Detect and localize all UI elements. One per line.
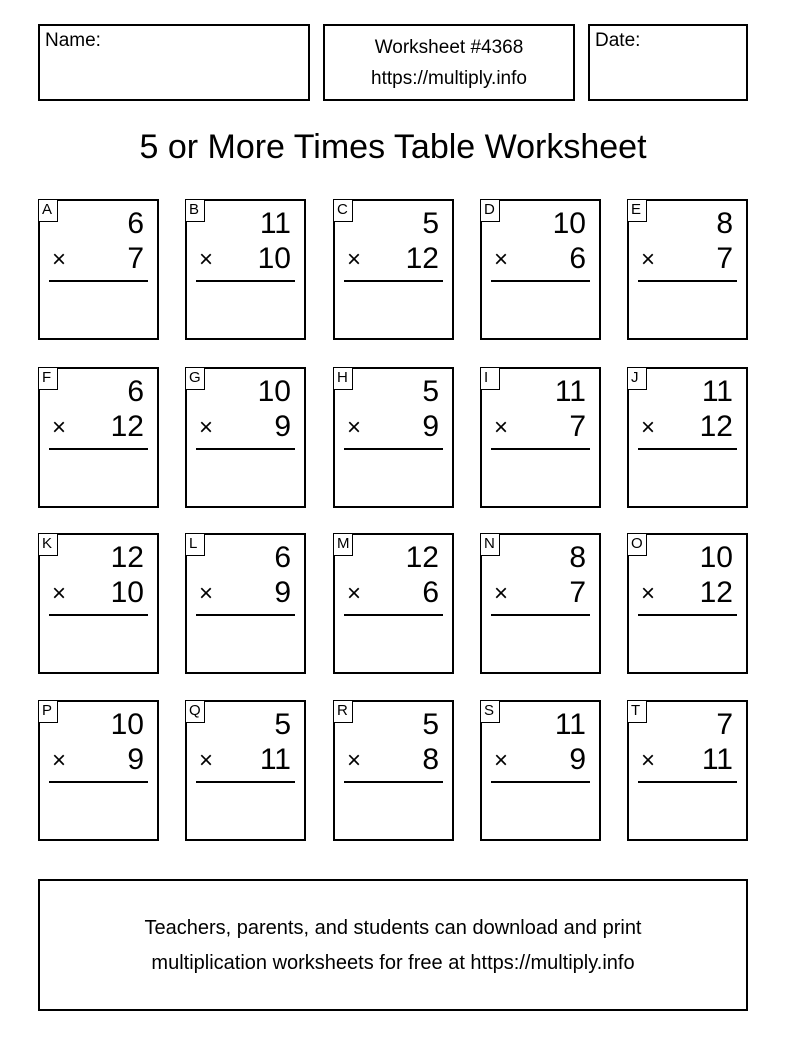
problem-letter: G xyxy=(185,367,205,390)
problem-card[interactable] xyxy=(333,533,454,674)
answer-line xyxy=(344,280,443,282)
problem-card[interactable] xyxy=(38,533,159,674)
multiply-sign: × xyxy=(52,246,67,273)
multiplicand: 10 xyxy=(552,207,586,240)
multiply-sign: × xyxy=(347,246,362,273)
answer-line xyxy=(344,448,443,450)
multiply-sign: × xyxy=(641,580,656,607)
multiplicand: 5 xyxy=(422,375,439,408)
multiplicand: 6 xyxy=(127,375,144,408)
problem-letter: B xyxy=(185,199,205,222)
problem-letter: A xyxy=(38,199,58,222)
multiply-sign: × xyxy=(641,246,656,273)
answer-line xyxy=(491,448,590,450)
worksheet-id: Worksheet #4368 xyxy=(374,37,524,58)
multiply-sign: × xyxy=(199,747,214,774)
multiplicand: 11 xyxy=(554,375,586,408)
problem-card[interactable] xyxy=(627,700,748,841)
multiplicand: 11 xyxy=(554,708,586,741)
problem-card[interactable] xyxy=(480,700,601,841)
problem-card[interactable] xyxy=(480,199,601,340)
multiplicand: 7 xyxy=(716,708,733,741)
multiply-sign: × xyxy=(199,414,214,441)
date-label: Date: xyxy=(595,30,641,51)
multiply-sign: × xyxy=(494,414,509,441)
answer-line xyxy=(638,781,737,783)
problem-letter: M xyxy=(333,533,353,556)
problem-letter: E xyxy=(627,199,647,222)
footer-line-2: multiplication worksheets for free at https://multiply.info xyxy=(151,952,635,974)
multiplicand: 8 xyxy=(716,207,733,240)
multiplier: 12 xyxy=(405,242,439,275)
multiplier: 7 xyxy=(716,242,733,275)
answer-line xyxy=(344,614,443,616)
multiplicand: 10 xyxy=(257,375,291,408)
multiply-sign: × xyxy=(199,580,214,607)
answer-line xyxy=(49,781,148,783)
multiplier: 9 xyxy=(274,576,291,609)
answer-line xyxy=(638,280,737,282)
multiplicand: 8 xyxy=(569,541,586,574)
multiplicand: 10 xyxy=(699,541,733,574)
problem-letter: P xyxy=(38,700,58,723)
multiply-sign: × xyxy=(641,414,656,441)
multiplicand: 10 xyxy=(110,708,144,741)
multiplier: 12 xyxy=(699,576,733,609)
answer-line xyxy=(49,614,148,616)
answer-line xyxy=(49,280,148,282)
multiplicand: 6 xyxy=(127,207,144,240)
problem-letter: K xyxy=(38,533,58,556)
problem-letter: I xyxy=(480,367,500,390)
problem-card[interactable] xyxy=(480,367,601,508)
multiplier: 10 xyxy=(110,576,144,609)
problem-letter: N xyxy=(480,533,500,556)
multiplicand: 5 xyxy=(422,708,439,741)
multiplicand: 11 xyxy=(701,375,733,408)
answer-line xyxy=(491,781,590,783)
multiplier: 9 xyxy=(127,743,144,776)
multiply-sign: × xyxy=(347,414,362,441)
problem-letter: C xyxy=(333,199,353,222)
answer-line xyxy=(49,448,148,450)
problem-card[interactable] xyxy=(333,367,454,508)
problem-card[interactable] xyxy=(333,700,454,841)
name-field-box[interactable] xyxy=(38,24,310,101)
multiplier: 11 xyxy=(259,743,291,776)
website-link[interactable]: https://multiply.info xyxy=(371,68,527,89)
multiply-sign: × xyxy=(52,747,67,774)
problem-letter: H xyxy=(333,367,353,390)
problem-letter: L xyxy=(185,533,205,556)
problem-card[interactable] xyxy=(480,533,601,674)
answer-line xyxy=(196,280,295,282)
problem-card[interactable] xyxy=(333,199,454,340)
multiplier: 7 xyxy=(127,242,144,275)
multiplier: 9 xyxy=(569,743,586,776)
answer-line xyxy=(638,448,737,450)
multiply-sign: × xyxy=(199,246,214,273)
multiplier: 9 xyxy=(274,410,291,443)
problem-card[interactable] xyxy=(627,533,748,674)
answer-line xyxy=(344,781,443,783)
problem-letter: D xyxy=(480,199,500,222)
problem-card[interactable] xyxy=(38,700,159,841)
multiplier: 6 xyxy=(569,242,586,275)
answer-line xyxy=(196,614,295,616)
answer-line xyxy=(491,614,590,616)
name-label: Name: xyxy=(45,30,101,51)
multiply-sign: × xyxy=(347,580,362,607)
problem-card[interactable] xyxy=(38,367,159,508)
worksheet-info-box xyxy=(323,24,575,101)
multiplicand: 12 xyxy=(405,541,439,574)
multiply-sign: × xyxy=(494,246,509,273)
problem-card[interactable] xyxy=(185,367,306,508)
footer-line-1: Teachers, parents, and students can download and print xyxy=(144,917,642,939)
multiplicand: 11 xyxy=(259,207,291,240)
multiplicand: 12 xyxy=(110,541,144,574)
multiply-sign: × xyxy=(641,747,656,774)
problem-letter: J xyxy=(627,367,647,390)
multiplicand: 5 xyxy=(274,708,291,741)
multiply-sign: × xyxy=(52,580,67,607)
problem-letter: F xyxy=(38,367,58,390)
multiplicand: 6 xyxy=(274,541,291,574)
page-title: 5 or More Times Table Worksheet xyxy=(139,128,647,166)
problem-card[interactable] xyxy=(38,199,159,340)
multiplier: 7 xyxy=(569,410,586,443)
multiply-sign: × xyxy=(494,747,509,774)
multiplier: 12 xyxy=(110,410,144,443)
problem-grid xyxy=(38,199,748,842)
multiplier: 9 xyxy=(422,410,439,443)
multiplier: 10 xyxy=(257,242,291,275)
multiply-sign: × xyxy=(52,414,67,441)
problem-card[interactable] xyxy=(627,199,748,340)
date-field-box[interactable] xyxy=(588,24,748,101)
problem-letter: O xyxy=(627,533,647,556)
problem-card[interactable] xyxy=(185,533,306,674)
multiply-sign: × xyxy=(347,747,362,774)
multiplier: 7 xyxy=(569,576,586,609)
problem-card[interactable] xyxy=(185,199,306,340)
answer-line xyxy=(638,614,737,616)
answer-line xyxy=(196,448,295,450)
problem-letter: Q xyxy=(185,700,205,723)
problem-letter: T xyxy=(627,700,647,723)
answer-line xyxy=(491,280,590,282)
answer-line xyxy=(196,781,295,783)
multiplicand: 5 xyxy=(422,207,439,240)
problem-card[interactable] xyxy=(627,367,748,508)
multiplier: 8 xyxy=(422,743,439,776)
problem-card[interactable] xyxy=(185,700,306,841)
multiply-sign: × xyxy=(494,580,509,607)
problem-letter: R xyxy=(333,700,353,723)
multiplier: 6 xyxy=(422,576,439,609)
footer-box xyxy=(38,879,748,1011)
problem-letter: S xyxy=(480,700,500,723)
multiplier: 11 xyxy=(701,743,733,776)
multiplier: 12 xyxy=(699,410,733,443)
